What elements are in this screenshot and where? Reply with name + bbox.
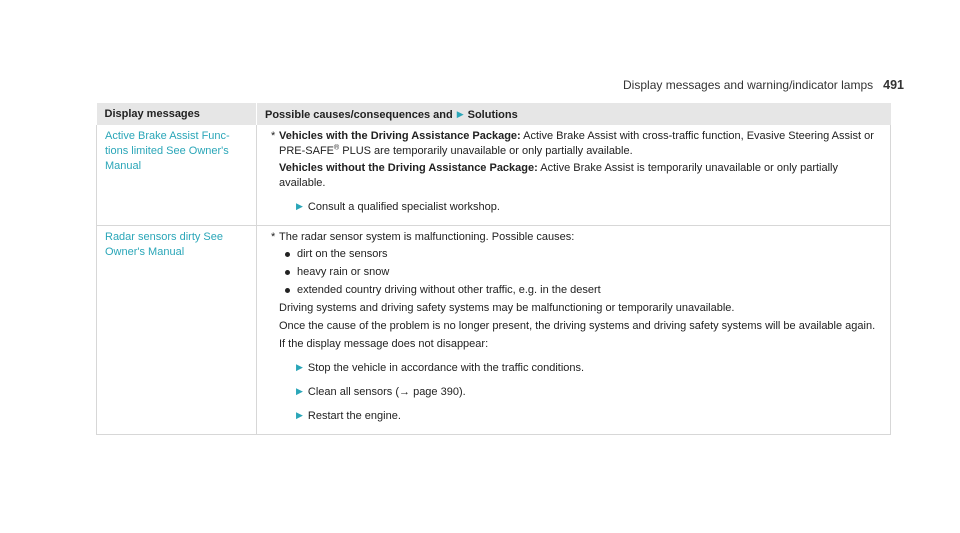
- cause-intro-text: The radar sensor system is malfunctioning. Possible causes:: [279, 231, 575, 243]
- bullet-icon: [285, 270, 290, 275]
- solution-cell: [257, 226, 891, 435]
- list-item: [285, 247, 882, 262]
- list-item: [285, 283, 882, 298]
- page-number: 491: [883, 78, 904, 92]
- display-message-brake-assist: Active Brake Assist Func-tions limited See Owner's Manual: [97, 125, 257, 226]
- action-step: [293, 408, 882, 424]
- asterisk-icon: *: [271, 130, 276, 142]
- action-step: [293, 199, 882, 215]
- table-row: [97, 226, 891, 435]
- condition-line: [279, 161, 882, 191]
- paragraph: Driving systems and driving safety systems may be malfunctioning or temporarily unavailable.: [279, 302, 735, 314]
- paragraph: Once the cause of the problem is no longer present, the driving systems and driving safety systems will be available again.: [279, 320, 876, 332]
- column-header-solutions: [257, 103, 891, 125]
- list-item-text: dirt on the sensors: [297, 248, 388, 260]
- page-header-title: Display messages and warning/indicator lamps: [623, 78, 874, 92]
- action-step: [293, 384, 882, 400]
- list-item: [285, 265, 882, 280]
- column-header-causes-label: Possible causes/consequences and: [265, 109, 453, 121]
- condition-line: [271, 129, 882, 159]
- page-header: [623, 78, 904, 92]
- table-row: [97, 125, 891, 226]
- asterisk-icon: *: [271, 231, 276, 243]
- column-header-solutions-label: Solutions: [467, 109, 518, 121]
- registered-mark: ®: [334, 144, 340, 152]
- display-messages-table: [96, 103, 891, 435]
- condition-text: Active Brake Assist is temporarily unavailable or only partially available.: [279, 162, 838, 189]
- condition-text: Active Brake Assist with cross-traffic function, Evasive Steering Assist or PRE-SAFE: [279, 130, 874, 157]
- cause-intro: [271, 230, 882, 245]
- condition-text-cont: PLUS are temporarily unavailable or only partially available.: [339, 145, 633, 157]
- action-step: [293, 360, 882, 376]
- display-message-radar-sensors: Radar sensors dirty See Owner's Manual: [97, 226, 257, 435]
- table-header-row: [97, 103, 891, 125]
- action-text: Consult a qualified specialist workshop.: [307, 201, 500, 213]
- cause-list: [271, 247, 882, 298]
- action-text: Restart the engine.: [307, 410, 401, 422]
- action-text: Stop the vehicle in accordance with the traffic conditions.: [307, 362, 585, 374]
- list-item-text: extended country driving without other traffic, e.g. in the desert: [297, 284, 601, 296]
- solution-cell: [257, 125, 891, 226]
- bullet-icon: [285, 252, 290, 257]
- action-text: Clean all sensors (→ page 390).: [307, 386, 466, 398]
- bullet-icon: [285, 288, 290, 293]
- play-arrow-icon: ▶: [296, 362, 303, 372]
- list-item-text: heavy rain or snow: [297, 266, 390, 278]
- paragraph: If the display message does not disappear:: [279, 338, 489, 350]
- condition-lead: Vehicles with the Driving Assistance Package:: [279, 130, 521, 142]
- play-arrow-icon: ▶: [296, 410, 303, 420]
- play-arrow-icon: ▶: [296, 201, 303, 211]
- play-arrow-icon: ▶: [456, 109, 464, 119]
- condition-lead: Vehicles without the Driving Assistance Package:: [279, 162, 538, 174]
- column-header-display-messages: Display messages: [97, 103, 257, 125]
- play-arrow-icon: ▶: [296, 386, 303, 396]
